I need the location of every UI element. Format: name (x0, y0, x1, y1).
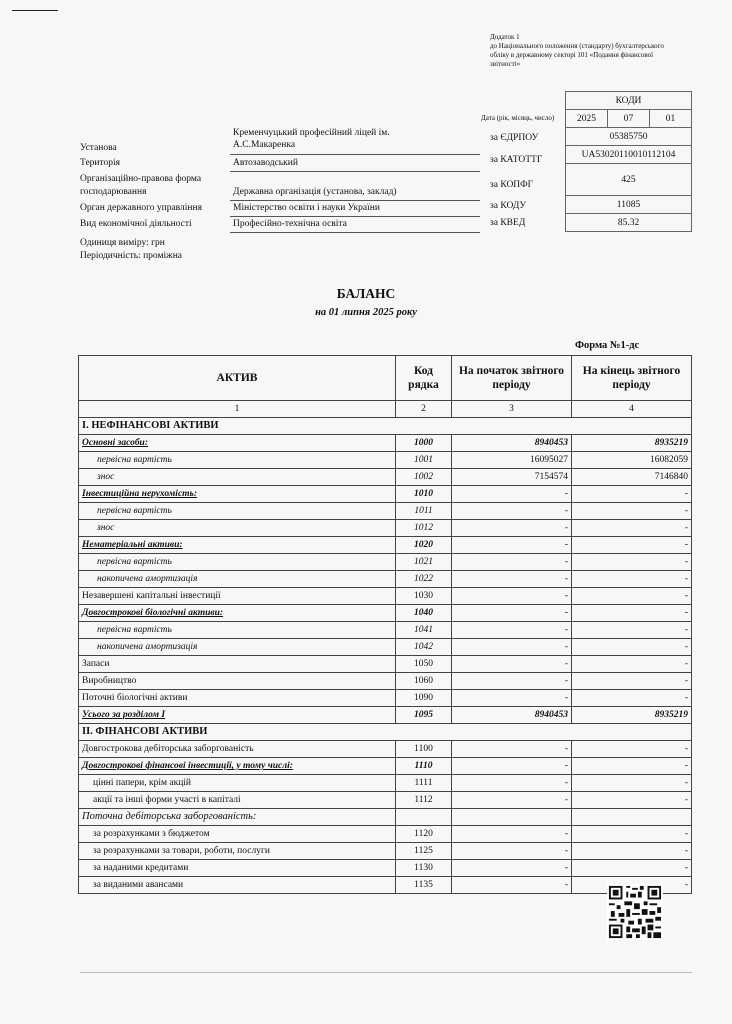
row-label: первісна вартість (79, 452, 396, 469)
territory-label: Територія (80, 158, 121, 168)
underline (230, 154, 480, 155)
row-end-value: - (572, 656, 692, 673)
row-end-value: - (572, 622, 692, 639)
row-end-value: - (572, 843, 692, 860)
row-label: Усього за розділом I (79, 707, 396, 724)
row-end-value: 8935219 (572, 707, 692, 724)
header-end: На кінець звітного періоду (572, 356, 692, 401)
header-asset: АКТИВ (79, 356, 396, 401)
gov-body-value: Міністерство освіти і науки України (233, 203, 380, 213)
row-end-value: - (572, 690, 692, 707)
table-row (79, 707, 692, 724)
table-row (79, 469, 692, 486)
row-label: первісна вартість (79, 554, 396, 571)
gov-body-label: Орган державного управління (80, 203, 202, 213)
row-end-value: - (572, 673, 692, 690)
document-date: на 01 липня 2025 року (315, 307, 417, 318)
table-row (79, 877, 692, 894)
row-code: 1125 (396, 843, 452, 860)
row-code: 1050 (396, 656, 452, 673)
row-start-value: - (452, 775, 572, 792)
row-code: 1060 (396, 673, 452, 690)
kopfg-code: 425 (566, 164, 692, 196)
col-number: 2 (396, 401, 452, 418)
edrpou-code: 05385750 (566, 128, 692, 146)
org-form-label-1: Організаційно-правова форма (80, 174, 202, 184)
date-year: 2025 (566, 110, 608, 128)
row-code: 1020 (396, 537, 452, 554)
katottg-code: UA53020110010112104 (566, 146, 692, 164)
row-start-value: 8940453 (452, 707, 572, 724)
row-end-value: - (572, 605, 692, 622)
document-title: БАЛАНС (336, 286, 396, 301)
table-row (79, 554, 692, 571)
section-title: II. ФІНАНСОВІ АКТИВИ (79, 724, 692, 741)
row-label: акції та інші форми участі в капіталі (79, 792, 396, 809)
table-row (79, 826, 692, 843)
edrpou-label: за ЄДРПОУ (490, 133, 539, 143)
row-start-value: - (452, 826, 572, 843)
header-note-line: звітності» (490, 60, 521, 68)
row-end-value: - (572, 503, 692, 520)
table-row (79, 486, 692, 503)
table-header-row (79, 356, 692, 401)
row-start-value: - (452, 486, 572, 503)
header-note-line: до Національного положення (стандарту) бухгалтерського (490, 42, 664, 50)
row-code: 1040 (396, 605, 452, 622)
institution-label: Установа (80, 143, 117, 153)
row-code: 1010 (396, 486, 452, 503)
row-start-value: - (452, 758, 572, 775)
codes-title: КОДИ (566, 92, 692, 110)
row-end-value: - (572, 741, 692, 758)
row-start-value: - (452, 741, 572, 758)
table-row (79, 741, 692, 758)
row-start-value: - (452, 571, 572, 588)
row-start-value: - (452, 877, 572, 894)
row-code: 1022 (396, 571, 452, 588)
row-code: 1012 (396, 520, 452, 537)
row-label: Нематеріальні активи: (79, 537, 396, 554)
table-row (79, 605, 692, 622)
row-start-value: - (452, 537, 572, 554)
row-end-value: - (572, 826, 692, 843)
date-month: 07 (608, 110, 650, 128)
row-end-value: - (572, 860, 692, 877)
org-form-value: Державна організація (установа, заклад) (233, 187, 397, 197)
territory-value: Автозаводський (233, 158, 298, 168)
row-label: знос (79, 520, 396, 537)
row-end-value (572, 809, 692, 826)
row-label: за наданими кредитами (79, 860, 396, 877)
unit-label: Одиниця виміру: грн (80, 238, 165, 248)
org-form-label-2: господарювання (80, 187, 147, 197)
table-row (79, 537, 692, 554)
row-label: цінні папери, крім акцій (79, 775, 396, 792)
row-start-value (452, 809, 572, 826)
table-row (79, 520, 692, 537)
row-code: 1041 (396, 622, 452, 639)
row-code: 1000 (396, 435, 452, 452)
row-start-value: - (452, 605, 572, 622)
row-code: 1130 (396, 860, 452, 877)
row-end-value: - (572, 877, 692, 894)
header-note (490, 33, 690, 69)
row-label: за розрахунками з бюджетом (79, 826, 396, 843)
table-row (79, 588, 692, 605)
header-code: Код рядка (396, 356, 452, 401)
row-start-value: - (452, 673, 572, 690)
table-row (79, 622, 692, 639)
kved-label: за КВЕД (490, 218, 526, 228)
row-end-value: 8935219 (572, 435, 692, 452)
row-start-value: - (452, 690, 572, 707)
row-code: 1011 (396, 503, 452, 520)
row-label: за виданими авансами (79, 877, 396, 894)
row-start-value: 8940453 (452, 435, 572, 452)
kved-code: 85.32 (566, 214, 692, 232)
row-label: Інвестиційна нерухомість: (79, 486, 396, 503)
table-row (79, 503, 692, 520)
row-label: Довгострокові біологічні активи: (79, 605, 396, 622)
row-start-value: - (452, 622, 572, 639)
row-label: Запаси (79, 656, 396, 673)
row-label: Виробництво (79, 673, 396, 690)
form-number: Форма №1-дс (575, 340, 640, 351)
underline (230, 200, 480, 201)
row-code: 1021 (396, 554, 452, 571)
row-code: 1002 (396, 469, 452, 486)
section-header-row (79, 418, 692, 435)
institution-name-line1: Кременчуцький професійний ліцей ім. (233, 128, 390, 138)
row-start-value: 7154574 (452, 469, 572, 486)
table-row (79, 792, 692, 809)
katottg-label: за КАТОТТГ (490, 155, 543, 165)
periodicity-label: Періодичність: проміжна (80, 251, 182, 261)
row-label: Довгострокові фінансові інвестиції, у тому числі: (79, 758, 396, 775)
header-start: На початок звітного періоду (452, 356, 572, 401)
date-day: 01 (650, 110, 692, 128)
date-label: Дата (рік, місяць, число) (481, 114, 555, 122)
row-label: Поточні біологічні активи (79, 690, 396, 707)
row-start-value: - (452, 503, 572, 520)
row-label: Основні засоби: (79, 435, 396, 452)
row-label: первісна вартість (79, 622, 396, 639)
activity-value: Професійно-технічна освіта (233, 219, 347, 229)
row-code: 1120 (396, 826, 452, 843)
row-code: 1112 (396, 792, 452, 809)
table-row (79, 656, 692, 673)
balance-table (78, 355, 692, 894)
row-start-value: 16095027 (452, 452, 572, 469)
row-end-value: - (572, 775, 692, 792)
underline (230, 216, 480, 217)
row-label: Поточна дебіторська заборгованість: (79, 809, 396, 826)
balance-table-body (79, 418, 692, 894)
institution-name-line2: А.С.Макаренка (233, 140, 296, 150)
table-row (79, 571, 692, 588)
row-end-value: - (572, 758, 692, 775)
column-number-row (79, 401, 692, 418)
activity-label: Вид економічної діяльності (80, 219, 192, 229)
codes-table (565, 91, 692, 232)
row-end-value: - (572, 571, 692, 588)
section-header-row (79, 724, 692, 741)
row-code: 1110 (396, 758, 452, 775)
row-end-value: - (572, 537, 692, 554)
row-label: за розрахунками за товари, роботи, послуги (79, 843, 396, 860)
row-end-value: - (572, 588, 692, 605)
row-code: 1042 (396, 639, 452, 656)
row-start-value: - (452, 656, 572, 673)
row-end-value: - (572, 486, 692, 503)
row-start-value: - (452, 639, 572, 656)
row-code: 1001 (396, 452, 452, 469)
qr-code-icon (607, 884, 663, 940)
row-end-value: - (572, 554, 692, 571)
kodu-code: 11085 (566, 196, 692, 214)
row-label: первісна вартість (79, 503, 396, 520)
table-row (79, 690, 692, 707)
header-note-line: Додаток 1 (490, 33, 520, 41)
row-label: Довгострокова дебіторська заборгованість (79, 741, 396, 758)
row-start-value: - (452, 520, 572, 537)
row-label: Незавершені капітальні інвестиції (79, 588, 396, 605)
row-label: знос (79, 469, 396, 486)
row-code: 1100 (396, 741, 452, 758)
row-end-value: 7146840 (572, 469, 692, 486)
row-end-value: - (572, 520, 692, 537)
row-end-value: - (572, 792, 692, 809)
section-title: I. НЕФІНАНСОВІ АКТИВИ (79, 418, 692, 435)
row-code: 1030 (396, 588, 452, 605)
table-row (79, 775, 692, 792)
row-code: 1135 (396, 877, 452, 894)
table-row (79, 809, 692, 826)
row-code: 1090 (396, 690, 452, 707)
row-end-value: - (572, 639, 692, 656)
table-row (79, 452, 692, 469)
kodu-label: за КОДУ (490, 201, 527, 211)
row-start-value: - (452, 792, 572, 809)
kopfg-label: за КОПФГ (490, 180, 534, 190)
col-number: 1 (79, 401, 396, 418)
header-note-line: обліку в державному секторі 101 «Подання фінансової (490, 51, 654, 59)
row-code: 1095 (396, 707, 452, 724)
row-start-value: - (452, 860, 572, 877)
row-start-value: - (452, 554, 572, 571)
row-start-value: - (452, 588, 572, 605)
col-number: 3 (452, 401, 572, 418)
row-start-value: - (452, 843, 572, 860)
underline (230, 232, 480, 233)
table-row (79, 758, 692, 775)
corner-mark (12, 10, 58, 11)
row-label: накопичена амортизація (79, 571, 396, 588)
table-row (79, 673, 692, 690)
row-label: накопичена амортизація (79, 639, 396, 656)
row-end-value: 16082059 (572, 452, 692, 469)
footer-divider (80, 972, 692, 973)
row-code (396, 809, 452, 826)
underline (230, 171, 480, 172)
table-row (79, 639, 692, 656)
row-code: 1111 (396, 775, 452, 792)
table-row (79, 435, 692, 452)
table-row (79, 843, 692, 860)
col-number: 4 (572, 401, 692, 418)
table-row (79, 860, 692, 877)
